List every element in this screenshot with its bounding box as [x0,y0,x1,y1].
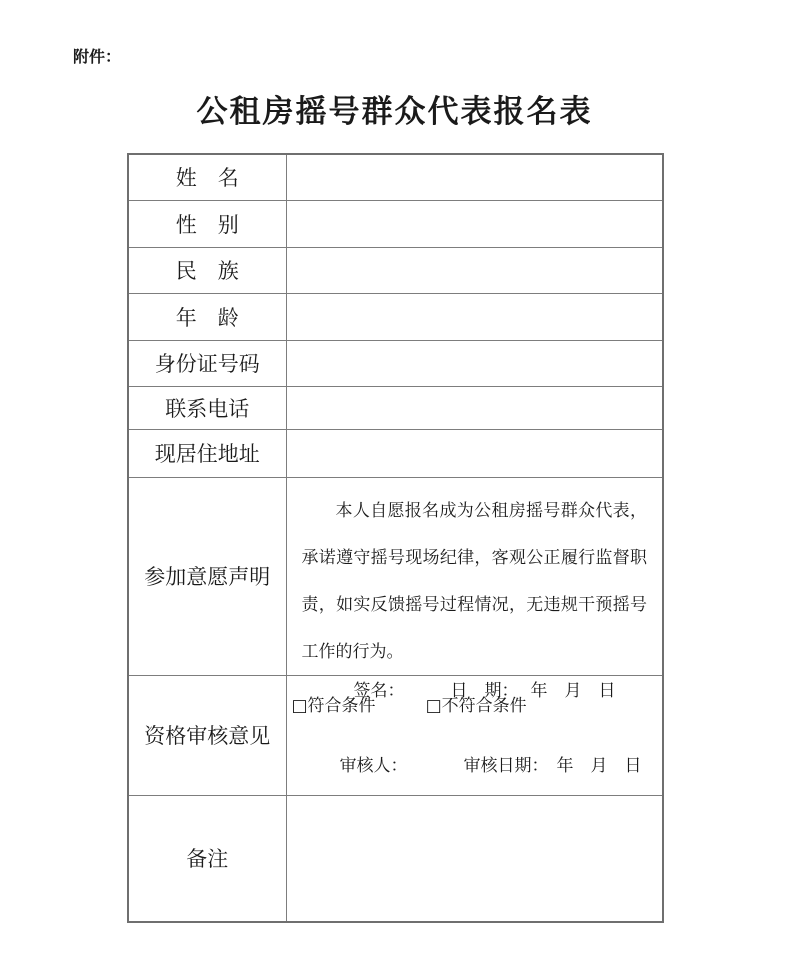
registration-form-table [127,153,664,923]
review-options [292,691,655,716]
year-month-day-label: 年 月 日 [530,681,616,701]
field-label-phone: 联系电话 [128,386,286,429]
checkbox-not-qualified[interactable]: □不符合条件 [425,696,527,716]
field-label-id-number: 身份证号码 [128,340,286,386]
statement-text: 本人自愿报名成为公租房摇号群众代表，承诺遵守摇号现场纪律，客观公正履行监督职责，如实反馈摇号过程情况，无违规干预摇号工作的行为。 [301,501,647,662]
table-row-name [128,154,663,200]
table-row-remarks [128,795,663,922]
field-label-remarks: 备注 [128,795,286,922]
table-row-statement [128,477,663,675]
reviewer-line [292,751,655,776]
review-cell [286,675,663,795]
page-title: 公租房摇号群众代表报名表 [196,94,593,130]
table-row-phone [128,386,663,429]
field-label-ethnicity: 民 族 [128,247,286,293]
field-value-name[interactable] [286,154,663,200]
review-content [287,676,663,794]
field-value-ethnicity[interactable] [286,247,663,293]
field-label-name: 姓 名 [128,154,286,200]
field-value-age[interactable] [286,293,663,340]
table-row-address [128,429,663,477]
field-value-id-number[interactable] [286,340,663,386]
field-value-address[interactable] [286,429,663,477]
field-label-gender: 性 别 [128,200,286,247]
statement-content [287,478,663,701]
table-row-gender [128,200,663,247]
field-value-gender[interactable] [286,200,663,247]
reviewer-label[interactable]: 审核人： [339,756,408,776]
table-row-review [128,675,663,795]
date-label[interactable]: 日 期： [450,681,519,701]
attachment-label: 附件： [73,47,122,66]
table-row-ethnicity [128,247,663,293]
review-date-label[interactable]: 审核日期： [463,756,549,776]
signature-label[interactable]: 签名： [353,681,405,701]
table-row-id-number [128,340,663,386]
statement-cell [286,477,663,701]
field-label-age: 年 龄 [128,293,286,340]
checkbox-qualified[interactable]: □符合条件 [291,696,376,716]
field-value-remarks[interactable] [286,795,663,922]
field-value-phone[interactable] [286,386,663,429]
field-label-review: 资格审核意见 [128,675,286,795]
field-label-statement: 参加意愿声明 [128,477,286,675]
table-row-age [128,293,663,340]
review-year-month-day-label: 年 月 日 [556,756,642,776]
field-label-address: 现居住地址 [128,429,286,477]
